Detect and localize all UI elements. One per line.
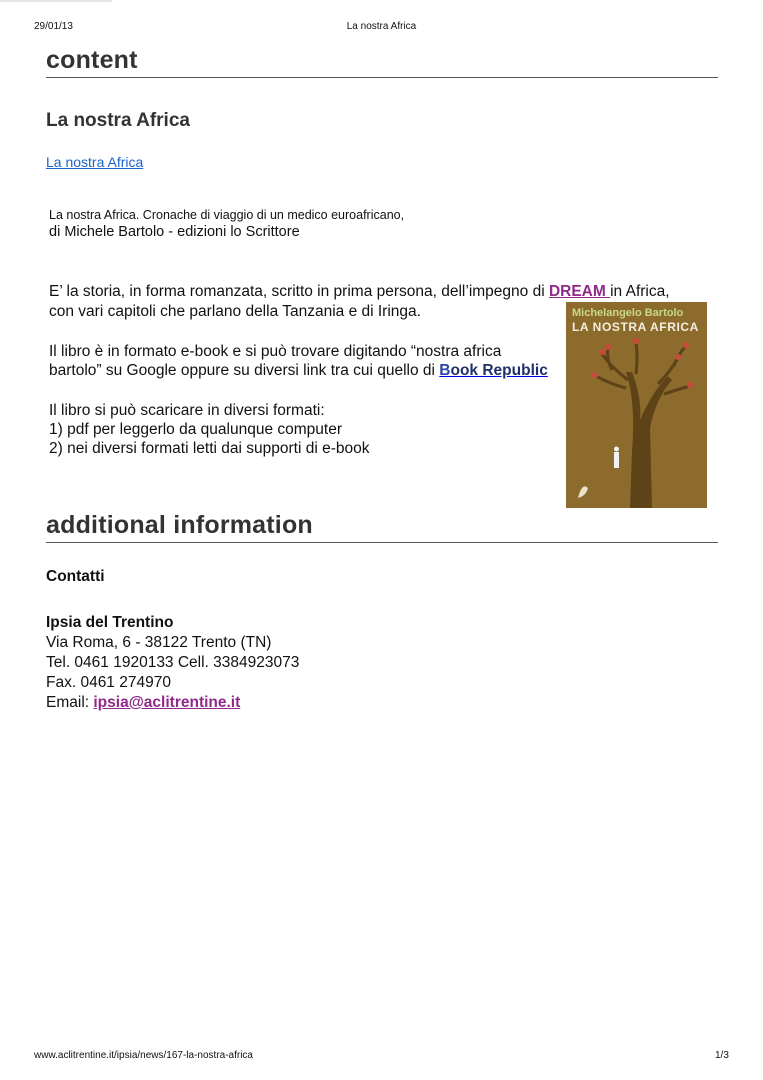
section-divider-additional: [46, 542, 718, 543]
email-row: [46, 694, 240, 712]
print-title: La nostra Africa: [346, 21, 417, 32]
paragraph-1-line-1: [49, 283, 670, 301]
article-link[interactable]: La nostra Africa: [46, 154, 144, 170]
paragraph-1-line-2: con vari capitoli che parlano della Tanzania e di Iringa.: [49, 303, 421, 320]
book-republic-rest: ook Republic: [450, 362, 548, 379]
print-date: 29/01/13: [34, 21, 73, 32]
paragraph-2-text-a: bartolo” su Google oppure su diversi link tra cui quello di: [49, 362, 440, 379]
book-republic-link[interactable]: [439, 362, 548, 379]
book-republic-initial: B: [439, 362, 451, 379]
article-title: La nostra Africa: [46, 110, 190, 131]
contacts-label: Contatti: [46, 568, 105, 585]
cover-title: LA NOSTRA AFRICA: [572, 320, 699, 334]
section-heading-additional: additional information: [46, 511, 313, 539]
email-link[interactable]: ipsia@aclitrentine.it: [93, 694, 241, 711]
page-number: 1/3: [715, 1050, 729, 1061]
paragraph-3-line-2: 1) pdf per leggerlo da qualunque computer: [49, 421, 342, 438]
dream-link[interactable]: DREAM: [548, 283, 611, 300]
header-tick: [0, 0, 112, 2]
address: Via Roma, 6 - 38122 Trento (TN): [46, 634, 272, 651]
print-header: [0, 0, 763, 30]
paragraph-3-line-1: Il libro si può scaricare in diversi formati:: [49, 402, 325, 419]
paragraph-3-line-3: 2) nei diversi formati letti dai supporti di e-book: [49, 440, 370, 457]
subtitle-line-1: La nostra Africa. Cronache di viaggio di un medico euroafricano,: [49, 208, 405, 222]
fax: Fax. 0461 274970: [46, 674, 171, 691]
cover-author: Michelangelo Bartolo: [572, 307, 684, 319]
footer-url: www.aclitrentine.it/ipsia/news/167-la-nostra-africa: [34, 1050, 253, 1061]
paragraph-2-line-2: [49, 362, 548, 380]
org-name: Ipsia del Trentino: [46, 614, 174, 631]
paragraph-1-text-b: in Africa,: [610, 283, 670, 300]
section-divider: [46, 77, 718, 78]
section-heading-content: content: [46, 46, 138, 74]
paragraph-1-text-a: E’ la storia, in forma romanzata, scritto in prima persona, dell’impegno di: [49, 283, 549, 300]
paragraph-2-line-1: Il libro è in formato e-book e si può trovare digitando “nostra africa: [49, 343, 502, 360]
phone: Tel. 0461 1920133 Cell. 3384923073: [46, 654, 300, 671]
email-label: Email:: [46, 694, 94, 711]
subtitle-line-2: di Michele Bartolo - edizioni lo Scrittore: [49, 224, 300, 240]
book-cover-image: [566, 302, 707, 508]
